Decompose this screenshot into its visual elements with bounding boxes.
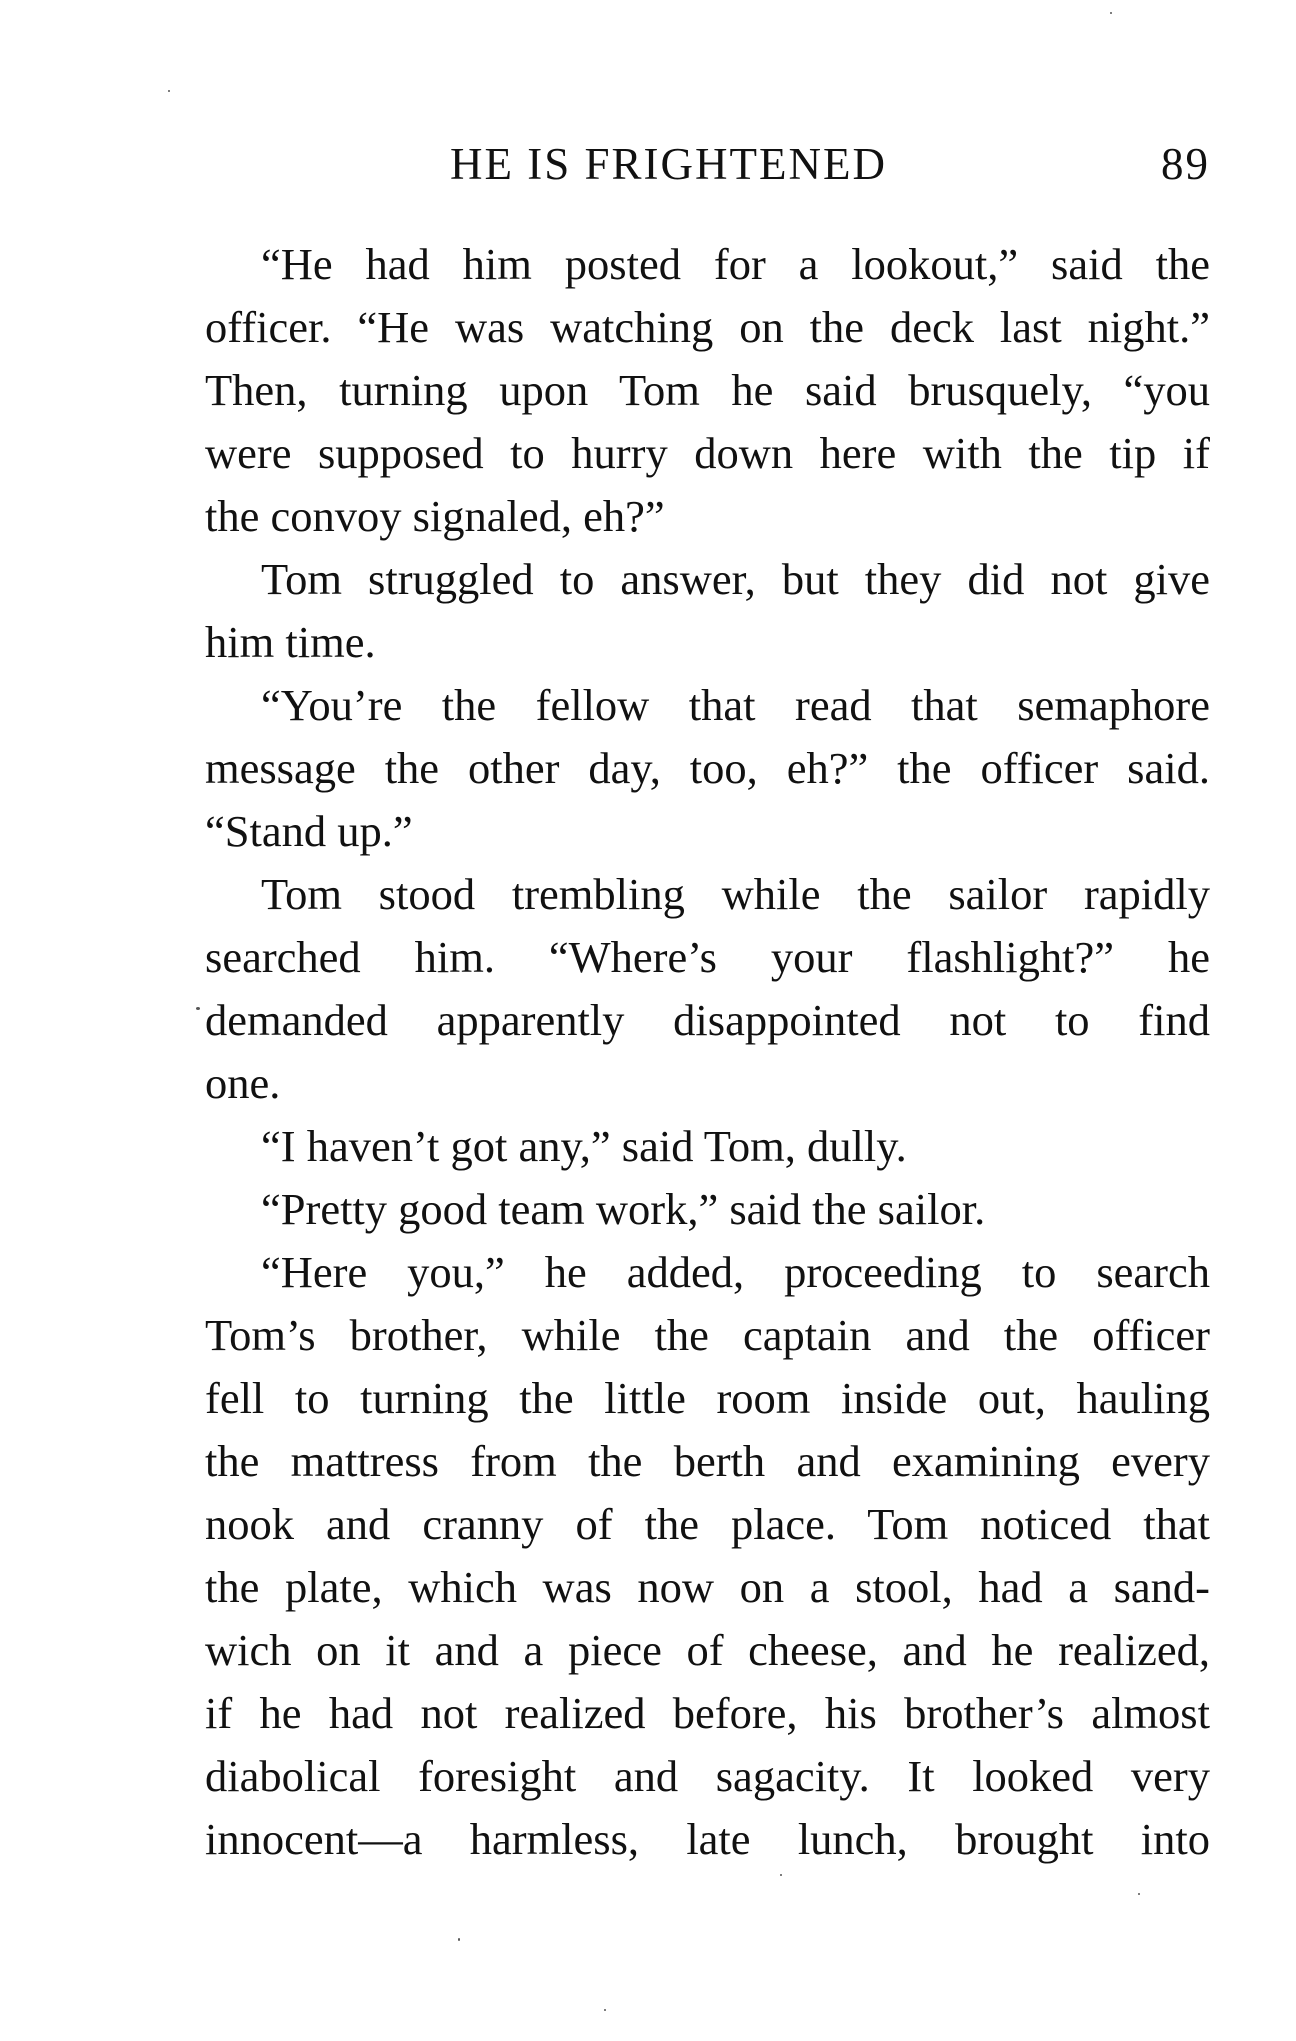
text-line: nook and cranny of the place. Tom noticed that	[205, 1499, 1210, 1549]
text-line: wich on it and a piece of cheese, and he realized,	[205, 1625, 1210, 1675]
text-line: “Here you,” he added, proceeding to search	[261, 1247, 1210, 1297]
text-line: Tom’s brother, while the captain and the officer	[205, 1310, 1210, 1360]
text-line: the convoy signaled, eh?”	[205, 491, 665, 541]
scan-speck	[1138, 1893, 1140, 1895]
text-line: “Stand up.”	[205, 806, 413, 856]
text-line: fell to turning the little room inside out, hauling	[205, 1373, 1210, 1423]
text-line: Tom struggled to answer, but they did not give	[261, 554, 1210, 604]
scan-speck	[1110, 12, 1112, 14]
scan-speck	[168, 90, 170, 92]
text-line: Then, turning upon Tom he said brusquely, “you	[205, 365, 1210, 415]
text-line: were supposed to hurry down here with the tip if	[205, 428, 1210, 478]
text-line: “Pretty good team work,” said the sailor.	[261, 1184, 986, 1234]
text-line: message the other day, too, eh?” the officer said.	[205, 743, 1210, 793]
text-line: officer. “He was watching on the deck last night.”	[205, 302, 1210, 352]
scan-speck	[780, 1874, 782, 1876]
text-line: Tom stood trembling while the sailor rapidly	[261, 869, 1210, 919]
scan-speck	[196, 1007, 200, 1010]
text-line: searched him. “Where’s your flashlight?” he	[205, 932, 1210, 982]
running-title: HE IS FRIGHTENED	[450, 139, 887, 189]
scan-speck	[458, 1938, 460, 1941]
text-line: one.	[205, 1058, 281, 1108]
text-line: innocent—a harmless, late lunch, brought into	[205, 1814, 1210, 1864]
body-text	[205, 233, 1210, 1871]
text-line: the plate, which was now on a stool, had a sand-	[205, 1562, 1210, 1612]
text-line: “I haven’t got any,” said Tom, dully.	[261, 1121, 907, 1171]
text-line: “He had him posted for a lookout,” said the	[261, 239, 1210, 289]
text-line: the mattress from the berth and examining every	[205, 1436, 1210, 1486]
text-line: demanded apparently disappointed not to find	[205, 995, 1210, 1045]
scan-speck	[604, 2009, 606, 2011]
page-number: 89	[1161, 139, 1210, 189]
text-line: if he had not realized before, his brother’s almost	[205, 1688, 1210, 1738]
page-header	[205, 138, 1210, 198]
text-line: diabolical foresight and sagacity. It looked very	[205, 1751, 1210, 1801]
text-line: him time.	[205, 617, 376, 667]
text-line: “You’re the fellow that read that semaphore	[261, 680, 1210, 730]
